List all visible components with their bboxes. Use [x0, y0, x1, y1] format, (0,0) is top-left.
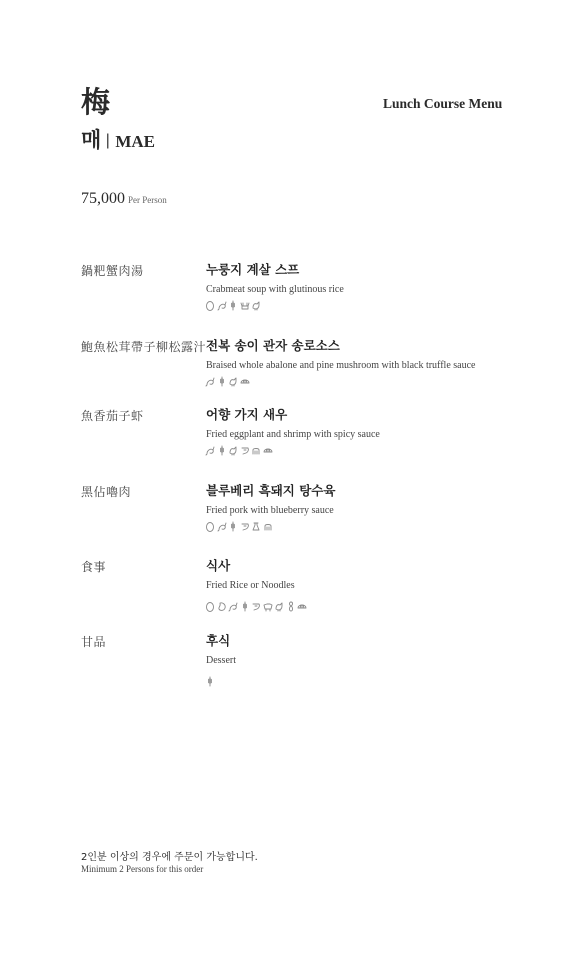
menu-item-chinese: 甘品 [81, 635, 107, 649]
price-unit: Per Person [128, 195, 167, 205]
minimum-order-note-english: Minimum 2 Persons for this order [81, 864, 204, 874]
chicken-icon [274, 601, 284, 612]
menu-item-english: Crabmeat soup with glutinous rice [206, 284, 344, 295]
soybean-icon [217, 601, 227, 612]
korean-name: 매 [81, 127, 102, 152]
menu-item-korean: 누룽지 계살 스프 [206, 262, 300, 277]
wheat-icon [217, 376, 227, 387]
shrimp-icon [205, 376, 215, 387]
egg-icon [205, 601, 215, 612]
wheat-icon [205, 676, 215, 687]
price-amount: 75,000 [81, 190, 125, 207]
minimum-order-note-korean: 2인분 이상의 경우에 주문이 가능합니다. [81, 852, 258, 863]
menu-item-english: Braised whole abalone and pine mushroom with black truffle sauce [206, 360, 476, 371]
menu-item-english: Fried pork with blueberry sauce [206, 505, 334, 516]
menu-item-korean: 어향 가지 새우 [206, 407, 288, 422]
egg-icon [205, 300, 215, 311]
beef-icon [263, 601, 273, 612]
menu-item-chinese: 食事 [81, 560, 107, 574]
wheat-icon [240, 601, 250, 612]
wheat-icon [217, 445, 227, 456]
menu-item-chinese: 魚香茄子虾 [81, 409, 144, 423]
peanut-icon [286, 601, 296, 612]
squid-icon [240, 521, 250, 532]
chicken-icon [251, 300, 261, 311]
menu-item-chinese: 鍋粑蟹肉湯 [81, 264, 144, 278]
shrimp-icon [205, 445, 215, 456]
shrimp-icon [217, 521, 227, 532]
shellfish-icon [297, 601, 307, 612]
wheat-icon [228, 300, 238, 311]
chicken-icon [228, 445, 238, 456]
pork-icon [263, 521, 273, 532]
milk-icon [251, 521, 261, 532]
crab-icon [240, 300, 250, 311]
menu-item-korean: 블루베리 흑돼지 탕수육 [206, 483, 336, 498]
course-label: Lunch Course Menu [383, 96, 503, 111]
allergen-icons [205, 676, 215, 688]
squid-icon [251, 601, 261, 612]
title-separator: | [105, 131, 111, 149]
shrimp-icon [228, 601, 238, 612]
allergen-icons [205, 300, 261, 312]
egg-icon [205, 521, 215, 532]
hanja-title: 梅 [81, 85, 111, 119]
menu-name [81, 124, 155, 158]
chicken-icon [228, 376, 238, 387]
allergen-icons [205, 601, 307, 613]
allergen-icons [205, 376, 250, 388]
allergen-icons [205, 445, 273, 457]
menu-item-korean: 식사 [206, 558, 231, 573]
menu-item-english: Fried Rice or Noodles [206, 580, 295, 591]
menu-item-korean: 전복 송이 관자 송로소스 [206, 338, 340, 353]
menu-item-english: Fried eggplant and shrimp with spicy sauce [206, 429, 380, 440]
wheat-icon [228, 521, 238, 532]
english-name: MAE [115, 132, 156, 151]
menu-item-english: Dessert [206, 655, 236, 666]
squid-icon [240, 445, 250, 456]
menu-item-chinese: 黑佔嚕肉 [81, 485, 132, 499]
allergen-icons [205, 521, 273, 533]
menu-item-chinese: 鮑魚松茸帶子柳松露汁 [81, 340, 207, 354]
shrimp-icon [217, 300, 227, 311]
shellfish-icon [263, 445, 273, 456]
pork-icon [251, 445, 261, 456]
price [81, 188, 167, 208]
shellfish-icon [240, 376, 250, 387]
menu-item-korean: 후식 [206, 633, 231, 648]
